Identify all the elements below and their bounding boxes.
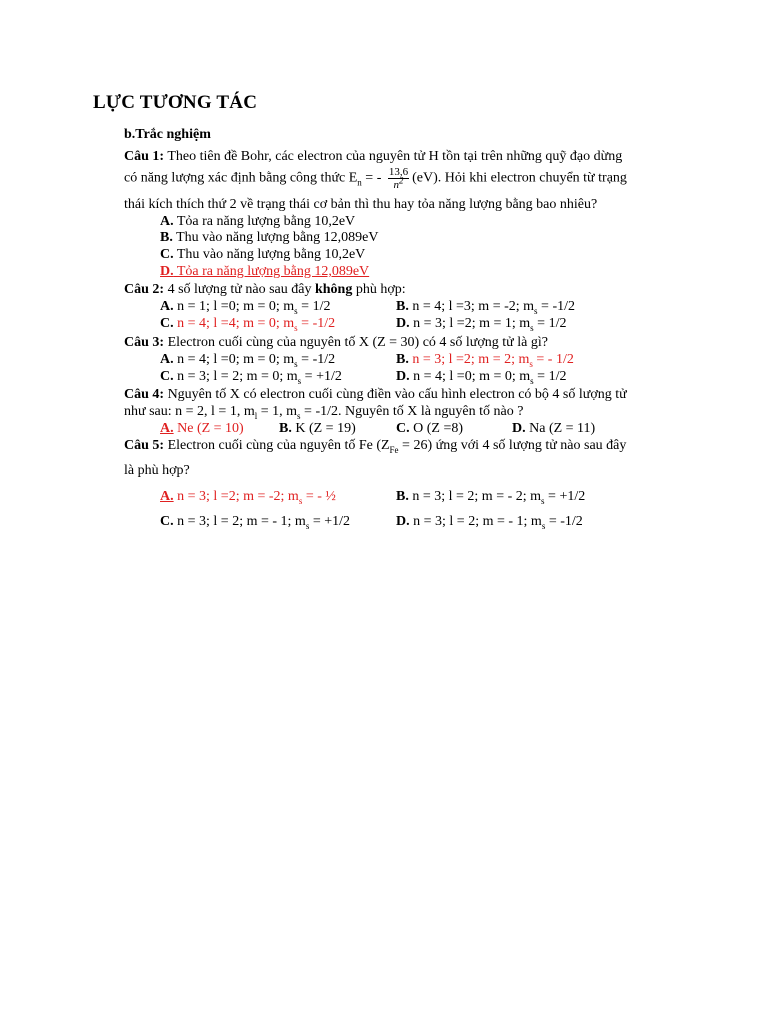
page-title: LỰC TƯƠNG TÁC xyxy=(93,92,258,113)
q2-stem: Câu 2: 4 số lượng tử nào sau đây không phù hợp: xyxy=(124,282,406,297)
q5-option-a-answer: A. n = 3; l =2; m = -2; $m_s$ = - ½ xyxy=(160,489,336,506)
q1-line2: có năng lượng xác định bằng công thức $E_n$ = - $\frac{13,6}{n^2}$ (eV). Hỏi khi electron chuyển từ trạng xyxy=(124,166,627,191)
q2-option-a: A. n = 1; l =0; m = 0; $m_s = 1/2$ xyxy=(160,299,331,316)
q1-line1: Câu 1: Theo tiên đề Bohr, các electron của nguyên tử H tồn tại trên những quỹ đạo dừng xyxy=(124,149,623,164)
q1-option-b: B. Thu vào năng lượng bằng 12,089eV xyxy=(160,230,379,245)
section-heading: b.Trắc nghiệm xyxy=(124,127,211,142)
q1-label: Câu 1: xyxy=(124,149,165,164)
q3-option-d: D. n = 4; l =0; m = 0; $m_s = 1/2$ xyxy=(396,369,567,386)
q4-option-c: C. O (Z =8) xyxy=(396,421,464,436)
q4-line1: Câu 4: Nguyên tố X có electron cuối cùng điền vào cấu hình electron có bộ 4 số lượng tử xyxy=(124,387,627,402)
q3-stem: Câu 3: Electron cuối cùng của nguyên tố X (Z = 30) có 4 số lượng tử là gì? xyxy=(124,335,548,350)
q2-option-c-answer: C. n = 4; l =4; m = 0; $m_s = -1/2$ xyxy=(160,316,336,333)
q5-line2: là phù hợp? xyxy=(124,463,190,478)
q1-formula-fraction: $\frac{13,6}{n^2}$ xyxy=(388,166,409,191)
q5-option-b: B. n = 3; l = 2; m = - 2; $m_s = +1/2$ xyxy=(396,489,586,506)
q2-option-d: D. n = 3; l =2; m = 1; $m_s = 1/2$ xyxy=(396,316,567,333)
q1-line3: thái kích thích thứ 2 về trạng thái cơ bản thì thu hay tỏa năng lượng bằng bao nhiêu? xyxy=(124,197,598,212)
q2-option-b: B. n = 4; l =3; m = -2; $m_s = -1/2$ xyxy=(396,299,575,316)
q5-option-c: C. n = 3; l = 2; m = - 1; $m_s = +1/2$ xyxy=(160,514,351,531)
q3-option-b-answer: B. n = 3; l =2; m = 2; $m_s$ = - 1/2 xyxy=(396,352,574,369)
q4-option-b: B. K (Z = 19) xyxy=(279,421,356,436)
q5-line1: Câu 5: Electron cuối cùng của nguyên tố Fe $(Z_{Fe} = 26)$ ứng với 4 số lượng tử nào sau đây xyxy=(124,438,627,455)
q1-option-a: A. Tỏa ra năng lượng bằng 10,2eV xyxy=(160,214,356,229)
q3-option-c: C. n = 3; l = 2; m = 0; $m_s = +1/2$ xyxy=(160,369,342,386)
q4-option-d: D. Na (Z = 11) xyxy=(512,421,596,436)
q4-option-a-answer: A. Ne (Z = 10) xyxy=(160,421,244,436)
q5-option-d: D. n = 3; l = 2; m = - 1; $m_s = -1/2$ xyxy=(396,514,583,531)
q3-option-a: A. n = 4; l =0; m = 0; $m_s = -1/2$ xyxy=(160,352,336,369)
q1-option-d-answer: D. Tỏa ra năng lượng bằng 12,089eV xyxy=(160,264,370,279)
q4-line2: như sau: n = 2, l = 1, $m_l = 1$, $m_s = -1/2$. Nguyên tố X là nguyên tố nào ? xyxy=(124,404,524,421)
q1-option-c: C. Thu vào năng lượng bằng 10,2eV xyxy=(160,247,366,262)
